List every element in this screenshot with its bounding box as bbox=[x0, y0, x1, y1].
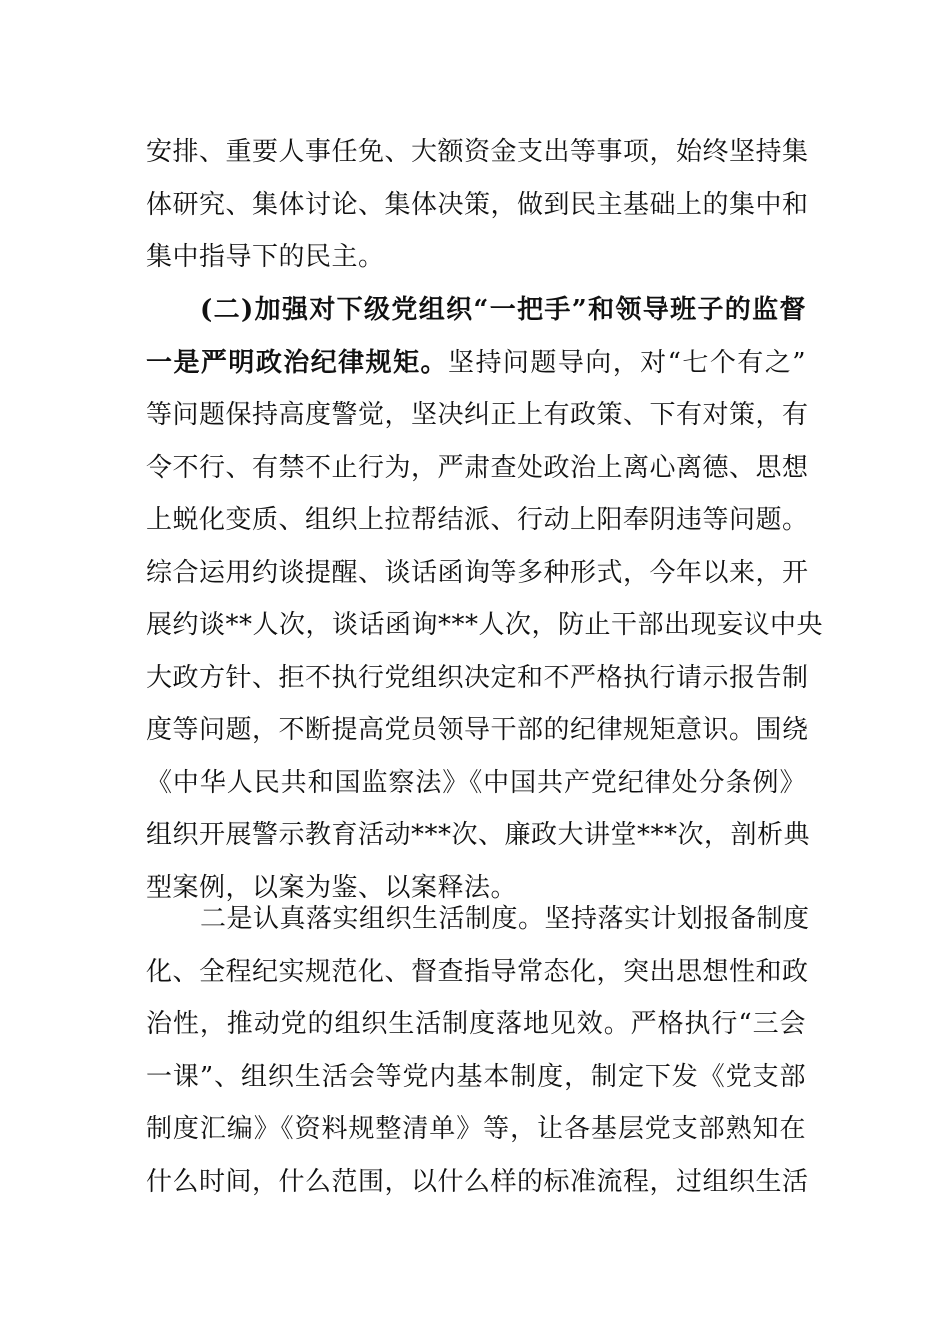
paragraph-line: 什么时间，什么范围，以什么样的标准流程，过组织生活 bbox=[146, 1166, 809, 1197]
paragraph-line: 一课”、组织生活会等党内基本制度，制定下发《党支部 bbox=[146, 1061, 806, 1092]
paragraph-line: 集中指导下的民主。 bbox=[146, 242, 385, 272]
section-heading: (二)加强对下级党组织“一把手”和领导班子的监督 bbox=[200, 295, 806, 325]
paragraph-organizational-life bbox=[146, 893, 810, 1208]
paragraph-line: 制度汇编》《资料规整清单》等，让各基层党支部熟知在 bbox=[146, 1114, 806, 1144]
paragraph-line: 二是认真落实组织生活制度。坚持落实计划报备制度 bbox=[200, 904, 810, 934]
paragraph-line: 型案例，以案为鉴、以案释法。 bbox=[146, 872, 518, 903]
paragraph-first-line bbox=[146, 337, 806, 390]
paragraph-line: 组织开展警示教育活动***次、廉政大讲堂***次，剖析典 bbox=[146, 820, 811, 850]
paragraph-line: 治性，推动党的组织生活制度落地见效。严格执行“三会 bbox=[146, 1009, 806, 1039]
paragraph-line: 综合运用约谈提醒、谈话函询等多种形式，今年以来，开 bbox=[146, 557, 809, 588]
section-supervision bbox=[146, 284, 824, 914]
paragraph-bold-lead: 一是严明政治纪律规矩。 bbox=[146, 347, 448, 378]
paragraph-line: 令不行、有禁不止行为，严肃查处政治上离心离德、思想 bbox=[146, 452, 809, 483]
paragraph-line: 度等问题，不断提高党员领导干部的纪律规矩意识。围绕 bbox=[146, 715, 809, 745]
paragraph-line: 上蜕化变质、组织上拉帮结派、行动上阳奉阴违等问题。 bbox=[146, 505, 809, 535]
paragraph-line-rest: 坚持问题导向，对“七个有之” bbox=[448, 347, 806, 378]
paragraph-line: 安排、重要人事任免、大额资金支出等事项，始终坚持集 bbox=[146, 137, 809, 167]
paragraph-line: 等问题保持高度警觉，坚决纠正上有政策、下有对策，有 bbox=[146, 400, 809, 430]
paragraph-line: 化、全程纪实规范化、督查指导常态化，突出思想性和政 bbox=[146, 956, 809, 987]
paragraph-line: 展约谈**人次，谈话函询***人次，防止干部出现妄议中央 bbox=[146, 610, 824, 640]
paragraph-line: 大政方针、拒不执行党组织决定和不严格执行请示报告制 bbox=[146, 662, 809, 693]
paragraph-line: 体研究、集体讨论、集体决策，做到民主基础上的集中和 bbox=[146, 189, 809, 220]
paragraph-collective-decision bbox=[146, 126, 809, 284]
paragraph-line: 《中华人民共和国监察法》《中国共产党纪律处分条例》 bbox=[146, 767, 806, 798]
